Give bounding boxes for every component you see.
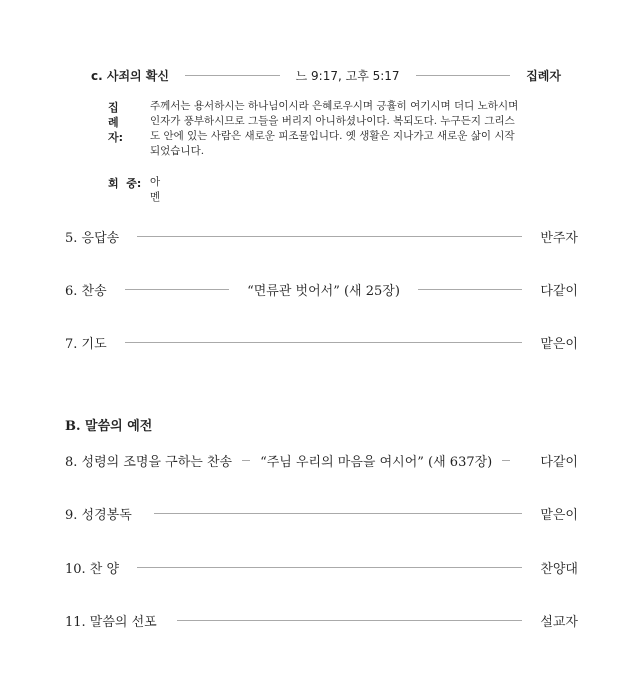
item-hymn: “주님 우리의 마음을 여시어” (새 637장) bbox=[260, 454, 493, 470]
divider-line bbox=[154, 513, 523, 514]
divider-line bbox=[125, 342, 523, 343]
section-title: B. 말씀의 예전 bbox=[65, 418, 153, 434]
order-item bbox=[65, 503, 578, 523]
divider-line bbox=[137, 236, 522, 237]
order-item bbox=[65, 279, 578, 299]
divider-line bbox=[242, 460, 250, 461]
item-role: 맡은이 bbox=[540, 336, 578, 352]
confession-heading: c. 사죄의 확신 bbox=[91, 68, 169, 83]
divider-line bbox=[502, 460, 510, 461]
item-role: 찬양대 bbox=[540, 561, 578, 577]
order-item bbox=[65, 610, 578, 630]
order-item bbox=[65, 332, 578, 352]
confession-header bbox=[91, 66, 561, 84]
order-item bbox=[65, 557, 578, 577]
dialogue-line: 아멘 bbox=[150, 176, 161, 203]
confession-leader: 집례자 bbox=[526, 68, 561, 83]
confession-scripture: 느 9:17, 고후 5:17 bbox=[295, 68, 400, 83]
dialogue-line: 주께서는 용서하시는 하나님이시라 은혜로우시며 긍휼히 여기시며 더디 노하시며 bbox=[150, 100, 519, 112]
divider-line bbox=[416, 75, 511, 76]
item-label: 6. 찬송 bbox=[65, 283, 107, 299]
item-label: 5. 응답송 bbox=[65, 230, 120, 246]
dialogue-speaker: 집례자: bbox=[108, 101, 124, 144]
item-label: 7. 기도 bbox=[65, 336, 107, 352]
item-label: 8. 성령의 조명을 구하는 찬송 bbox=[65, 454, 233, 470]
item-role: 다같이 bbox=[540, 283, 578, 299]
order-item bbox=[65, 226, 578, 246]
order-item bbox=[65, 450, 578, 470]
dialogue-speaker: 회 중: bbox=[108, 177, 142, 190]
item-label: 11. 말씀의 선포 bbox=[65, 614, 157, 630]
divider-line bbox=[185, 75, 280, 76]
dialogue-line: 인자가 풍부하시므로 그들을 버리지 아니하셨나이다. 복되도다. 누구든지 그리스 bbox=[150, 115, 515, 127]
dialogue-text bbox=[150, 99, 570, 159]
dialogue-text bbox=[150, 175, 160, 205]
item-role: 반주자 bbox=[540, 230, 578, 246]
item-hymn: “면류관 벗어서” (새 25장) bbox=[247, 283, 400, 299]
divider-line bbox=[177, 620, 523, 621]
dialogue-line: 도 안에 있는 사람은 새로운 피조물입니다. 옛 생활은 지나가고 새로운 삶이 시작 bbox=[150, 130, 515, 142]
divider-line bbox=[418, 289, 522, 290]
divider-line bbox=[137, 567, 522, 568]
item-label: 10. 찬 양 bbox=[65, 561, 120, 577]
dialogue-line: 되었습니다. bbox=[150, 145, 205, 157]
item-label: 9. 성경봉독 bbox=[65, 507, 132, 523]
item-role: 맡은이 bbox=[540, 507, 578, 523]
divider-line bbox=[125, 289, 229, 290]
item-role: 다같이 bbox=[540, 454, 578, 470]
item-role: 설교자 bbox=[540, 614, 578, 630]
